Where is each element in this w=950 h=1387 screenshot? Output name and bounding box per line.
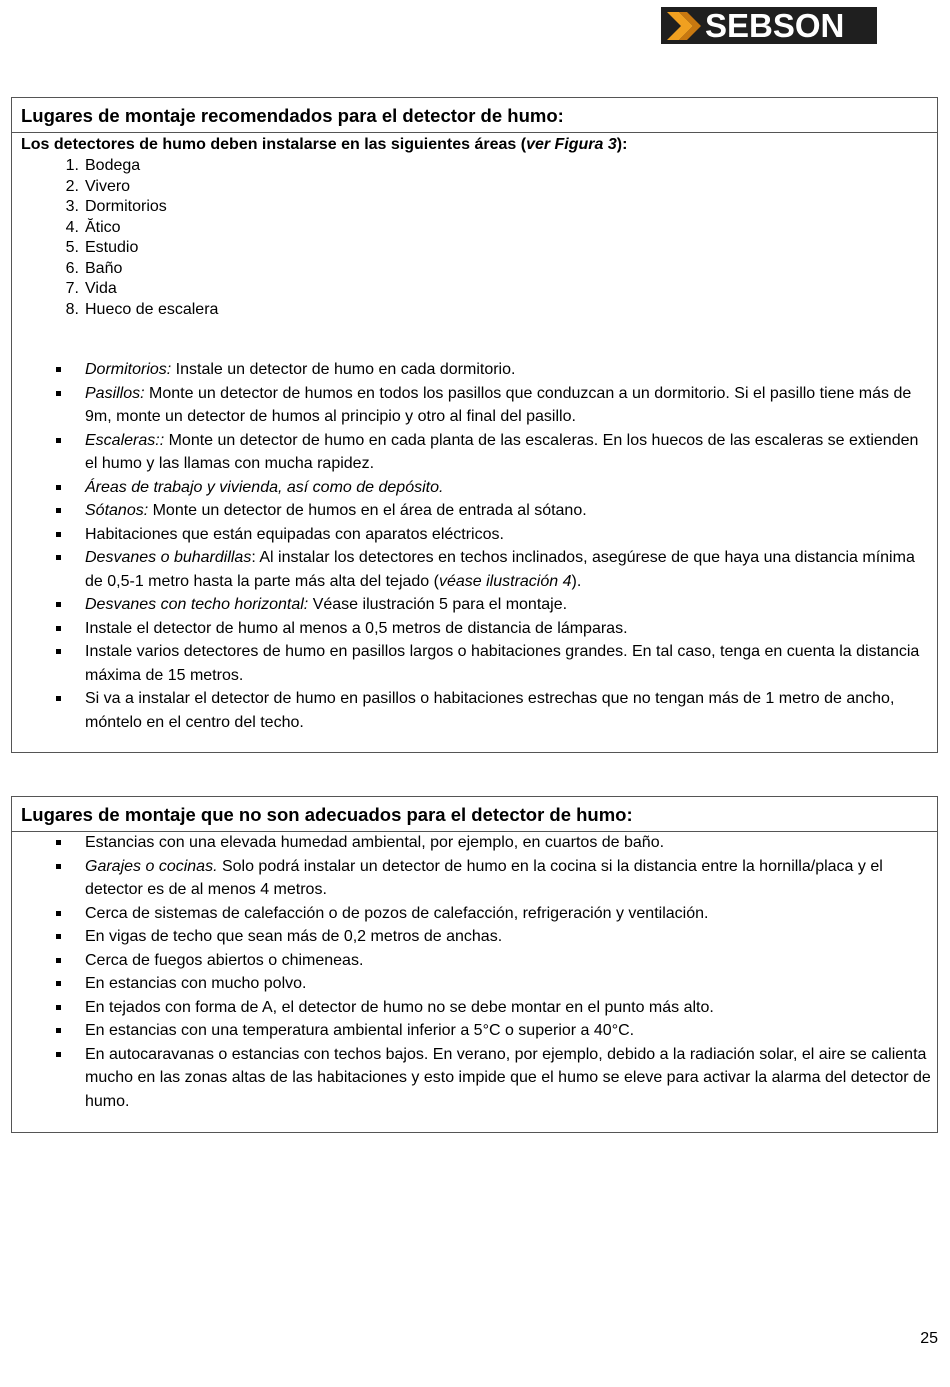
bullet-text: Solo podrá instalar un detector de humo en la cocina si la distancia entre la hornilla/placa y el detector es de al menos 4 metros.	[85, 857, 883, 898]
area-label: Bodega	[85, 157, 141, 174]
page-number: 25	[920, 1330, 938, 1347]
bullet-text: En autocaravanas o estancias con techos bajos. En verano, por ejemplo, debido a la radiación solar, el aire se calienta mucho en las zonas altas de las habitaciones y esto impide que el humo se eleve para activar la alarma del detector de humo.	[85, 1045, 931, 1110]
bullet-text: Instale varios detectores de humo en pasillos largos o habitaciones grandes. En tal caso, tenga en cuenta la distancia máxima de 15 metros.	[85, 643, 920, 684]
area-item	[12, 177, 937, 198]
area-item	[12, 279, 937, 300]
bullet-item	[12, 499, 937, 523]
bullet-item	[12, 687, 937, 734]
area-number: 3.	[65, 198, 79, 215]
bullet-item	[12, 925, 937, 949]
bullet-text: Monte un detector de humos en todos los pasillos que conduzcan a un dormitorio. Si el pasillo tiene más de 9m, monte un detector de humos al principio y otro al final del pasillo.	[85, 384, 912, 425]
area-item	[12, 259, 937, 280]
area-item	[12, 238, 937, 259]
area-number: 5.	[65, 239, 79, 256]
areas-list	[12, 156, 937, 320]
bullet-text: Habitaciones que están equipadas con aparatos eléctricos.	[85, 525, 504, 543]
section-title: Lugares de montaje recomendados para el detector de humo:	[12, 98, 937, 133]
bullet-emphasis: Pasillos:	[85, 384, 145, 402]
area-item	[12, 156, 937, 177]
bullet-text: Véase ilustración 5 para el montaje.	[308, 596, 568, 613]
recommended-bullets	[12, 358, 937, 734]
logo-text: SEBSON	[705, 7, 845, 44]
bullet-item	[12, 382, 937, 429]
bullet-emphasis: Escaleras::	[85, 431, 165, 449]
bullet-item	[12, 831, 937, 855]
area-number: 1.	[65, 157, 79, 174]
area-number: 7.	[65, 280, 79, 297]
bullet-text: Cerca de sistemas de calefacción o de pozos de calefacción, refrigeración y ventilación.	[85, 904, 709, 922]
bullet-text: Estancias con una elevada humedad ambiental, por ejemplo, en cuartos de baño.	[85, 834, 665, 851]
bullet-item	[12, 617, 937, 641]
chevron-logo-icon	[665, 10, 705, 42]
area-label: Dormitorios	[85, 198, 167, 215]
bullet-text: : Al instalar los detectores en techos inclinados, asegúrese de que haya una distancia mínima de 0,5-1 metro hasta la parte más alta del tejado (	[85, 549, 915, 590]
bullet-emphasis: Áreas de trabajo y vivienda, así como de depósito.	[85, 478, 444, 496]
bullet-text: ).	[571, 572, 582, 590]
area-number: 2.	[65, 177, 79, 195]
area-item	[12, 300, 937, 321]
area-number: 4.	[65, 218, 79, 236]
bullet-item	[12, 476, 937, 500]
bullet-text: En estancias con mucho polvo.	[85, 975, 307, 992]
bullet-item	[12, 972, 937, 996]
area-label: Vivero	[85, 177, 131, 195]
bullet-text: Instale un detector de humo en cada dormitorio.	[171, 361, 516, 378]
bullet-item	[12, 1043, 937, 1114]
bullet-item	[12, 640, 937, 687]
area-item	[12, 197, 937, 218]
bullet-text: Monte un detector de humo en cada planta de las escaleras. En los huecos de las escaleras se extienden el humo y las llamas con mucha rapidez.	[85, 431, 919, 472]
bullet-text: Monte un detector de humos en el área de entrada al sótano.	[148, 502, 587, 519]
area-label: Estudio	[85, 239, 139, 256]
section-title: Lugares de montaje que no son adecuados para el detector de humo:	[12, 797, 937, 832]
recommended-locations-box	[11, 97, 938, 753]
bullet-item	[12, 429, 937, 476]
bullet-item	[12, 358, 937, 382]
bullet-item	[12, 523, 937, 547]
bullet-text: En estancias con una temperatura ambiental inferior a 5°C o superior a 40°C.	[85, 1022, 635, 1039]
bullet-emphasis: véase ilustración 4	[438, 572, 572, 590]
bullet-emphasis: Sótanos:	[85, 502, 149, 519]
unsuitable-locations-box	[11, 796, 938, 1133]
bullet-emphasis: Desvanes con techo horizontal:	[85, 596, 309, 613]
bullet-text: Si va a instalar el detector de humo en pasillos o habitaciones estrechas que no tengan más de 1 metro de ancho, móntelo en el centro del techo.	[85, 690, 895, 731]
bullet-text: Instale el detector de humo al menos a 0,5 metros de distancia de lámparas.	[85, 619, 628, 637]
area-label: Ătico	[85, 218, 121, 236]
bullet-item	[12, 902, 937, 926]
unsuitable-bullets	[12, 831, 937, 1113]
bullet-emphasis: Desvanes o buhardillas	[85, 549, 252, 566]
area-item	[12, 218, 937, 239]
area-number: 8.	[65, 300, 79, 318]
bullet-item	[12, 996, 937, 1020]
bullet-text: En tejados con forma de A, el detector de humo no se debe montar en el punto más alto.	[85, 998, 714, 1016]
bullet-item	[12, 1019, 937, 1043]
area-label: Vida	[85, 280, 117, 297]
area-number: 6.	[65, 259, 79, 277]
area-label: Hueco de escalera	[85, 300, 219, 318]
bullet-text: En vigas de techo que sean más de 0,2 metros de anchas.	[85, 928, 503, 945]
bullet-item	[12, 593, 937, 617]
bullet-item	[12, 546, 937, 593]
intro-text: Los detectores de humo deben instalarse en las siguientes áreas (ver Figura 3):	[21, 136, 628, 153]
bullet-emphasis: Dormitorios:	[85, 361, 172, 378]
bullet-emphasis: Garajes o cocinas.	[85, 857, 218, 875]
bullet-item	[12, 949, 937, 973]
bullet-item	[12, 855, 937, 902]
bullet-text: Cerca de fuegos abiertos o chimeneas.	[85, 951, 364, 969]
area-label: Baño	[85, 259, 123, 277]
brand-logo	[661, 7, 877, 44]
